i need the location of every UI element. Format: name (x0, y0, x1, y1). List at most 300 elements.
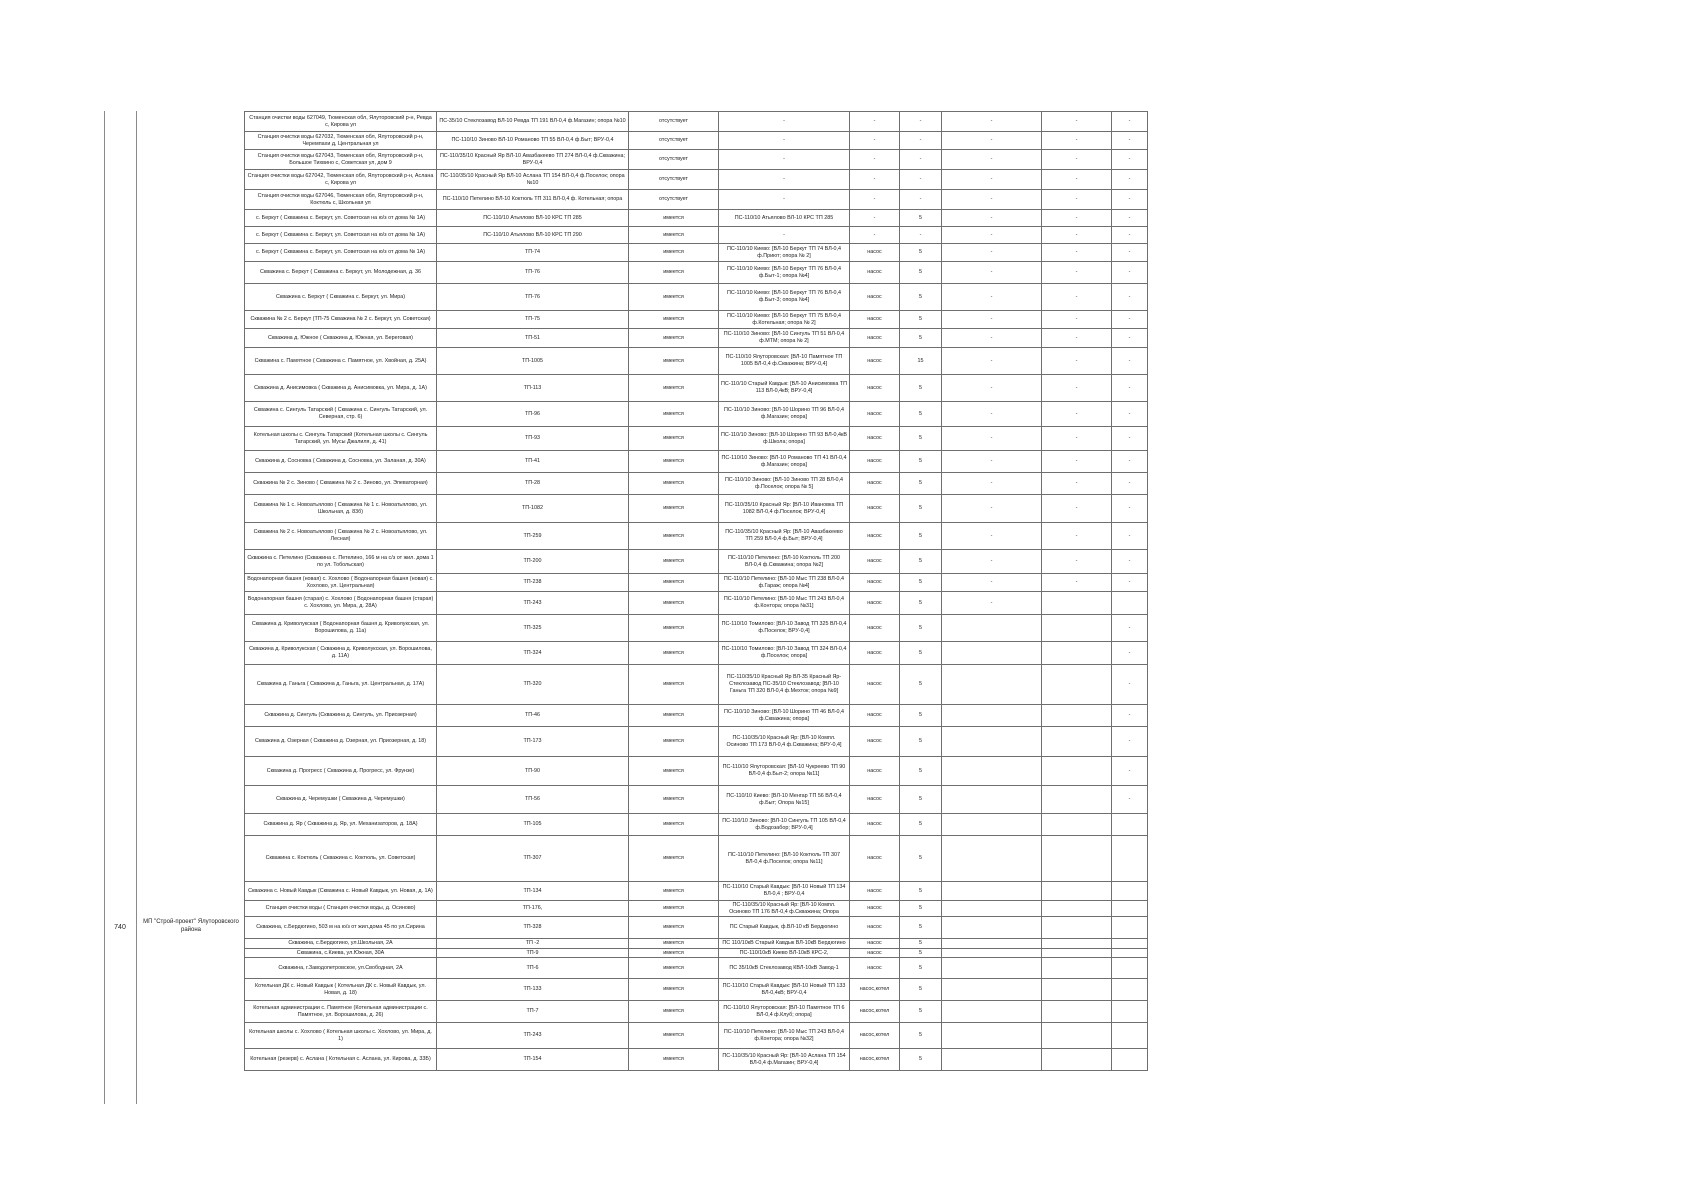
col7-cell (942, 786, 1042, 814)
object-cell: Скважина с. Беркут ( Скважина с. Беркут, ул. Молодежная, д. 36 (245, 262, 437, 284)
status-cell: имеется (629, 348, 719, 375)
status-cell: имеется (629, 402, 719, 427)
feeder-cell: ТП-113 (437, 375, 629, 402)
col8-cell: - (1042, 262, 1112, 284)
col7-cell (942, 836, 1042, 882)
power-cell: 5 (900, 244, 942, 262)
table-row (245, 132, 1148, 150)
object-cell: Скважина д. Яр ( Скважина д. Яр, ул. Механизаторов, д. 18А) (245, 814, 437, 836)
status-cell: имеется (629, 979, 719, 1001)
table-row (245, 190, 1148, 210)
col8-cell: - (1042, 190, 1112, 210)
col7-cell (942, 642, 1042, 665)
resource-cell: - (719, 150, 850, 170)
feeder-cell: ТП -2 (437, 939, 629, 949)
left-border-line (104, 111, 105, 1104)
feeder-cell: ТП-154 (437, 1049, 629, 1071)
col9-cell (1112, 592, 1148, 615)
table-row (245, 473, 1148, 495)
col8-cell (1042, 757, 1112, 786)
feeder-cell: ПС-110/35/10 Красный Яр ВЛ-10 Авазбакеево ТП 274 ВЛ-0,4 ф.Скважина; ВРУ-0,4 (437, 150, 629, 170)
feeder-cell: ТП-90 (437, 757, 629, 786)
table-row (245, 329, 1148, 348)
object-cell: Скважина № 2 с. Зиново ( Скважина № 2 с. Зиново, ул. Элеваторная) (245, 473, 437, 495)
resource-cell: ПС-110/10 Томилово: [ВЛ-10 Завод ТП 325 ВЛ-0,4 ф.Поселок; ВРУ-0,4] (719, 615, 850, 642)
resource-cell: ПС-110/10 Томилово: [ВЛ-10 Завод ТП 324 ВЛ-0,4 ф.Поселок; опора] (719, 642, 850, 665)
object-cell: Станция очистки воды 627049, Тюменская обл, Ялуторовский р-н, Ревда с, Кирова ул (245, 112, 437, 132)
col7-cell: - (942, 451, 1042, 473)
object-cell: Скважина, с.Киева, ул.Южная, 30А (245, 949, 437, 958)
table-row (245, 615, 1148, 642)
power-cell: 5 (900, 402, 942, 427)
power-cell: 5 (900, 284, 942, 311)
objects-table (244, 111, 1148, 1071)
col7-cell (942, 939, 1042, 949)
equipment-cell: насос (850, 882, 900, 901)
feeder-cell: ТП-93 (437, 427, 629, 451)
status-cell: отсутствует (629, 170, 719, 190)
status-cell: имеется (629, 244, 719, 262)
status-cell: имеется (629, 329, 719, 348)
resource-cell: - (719, 227, 850, 244)
status-cell: имеется (629, 836, 719, 882)
power-cell: - (900, 227, 942, 244)
status-cell: имеется (629, 615, 719, 642)
feeder-cell: ТП-324 (437, 642, 629, 665)
object-cell: Скважина д. Ганьга ( Скважина д. Ганьга, ул. Центральная, д. 17А) (245, 665, 437, 705)
object-cell: с. Беркут ( Скважина с. Беркут, ул. Советская на ю/з от дома № 1А) (245, 244, 437, 262)
feeder-cell: ТП-243 (437, 1023, 629, 1049)
resource-cell: ПС 110/10кВ Старый Кавдык ВЛ-10кВ Бердюгино (719, 939, 850, 949)
col8-cell: - (1042, 329, 1112, 348)
power-cell: 5 (900, 473, 942, 495)
col7-cell (942, 705, 1042, 727)
feeder-cell: ТП-133 (437, 979, 629, 1001)
status-cell: имеется (629, 311, 719, 329)
object-cell: Скважина с. Сингуль Татарский ( Скважина с. Сингуль Татарский, ул. Северная, стр. 6) (245, 402, 437, 427)
col7-cell (942, 615, 1042, 642)
resource-cell: ПС-110/10 Зиново: [ВЛ-10 Романово ТП 41 ВЛ-0,4 ф.Магазин; опора] (719, 451, 850, 473)
table-row (245, 402, 1148, 427)
object-cell: Скважина с. Беркут ( Скважина с. Беркут, ул. Мира) (245, 284, 437, 311)
col9-cell: - (1112, 473, 1148, 495)
object-cell: Скважина д. Криволукская ( Скважина д. Криволукская, ул. Ворошилова, д. 11А) (245, 642, 437, 665)
col8-cell: - (1042, 574, 1112, 592)
feeder-cell: ТП-76 (437, 262, 629, 284)
status-cell: имеется (629, 882, 719, 901)
resource-cell: ПС Старый Кавдык, ф.ВЛ-10 кВ Бердюгино (719, 917, 850, 939)
resource-cell: ПС-110/10 Петелино: [ВЛ-10 Коктюль ТП 200 ВЛ-0,4 ф.Скважина; опора №2] (719, 550, 850, 574)
col8-cell (1042, 615, 1112, 642)
number-column-line (136, 111, 137, 1104)
power-cell: 5 (900, 451, 942, 473)
col9-cell: - (1112, 615, 1148, 642)
feeder-cell: ТП-7 (437, 1001, 629, 1023)
col7-cell (942, 901, 1042, 917)
feeder-cell: ТП-320 (437, 665, 629, 705)
table-row (245, 150, 1148, 170)
power-cell: 5 (900, 311, 942, 329)
object-cell: Скважина д. Сингуль (Скважина д. Сингуль, ул. Приозерная) (245, 705, 437, 727)
resource-cell: ПС 35/10кВ Стеклозавод КВЛ-10кВ Завод-1 (719, 958, 850, 979)
equipment-cell: насос (850, 402, 900, 427)
status-cell: имеется (629, 814, 719, 836)
object-cell: Скважина, с.Бердюгино, ул.Школьная, 2А (245, 939, 437, 949)
status-cell: отсутствует (629, 112, 719, 132)
power-cell: 5 (900, 882, 942, 901)
object-cell: Станция очистки воды ( Станция очистки воды, д. Осиново) (245, 901, 437, 917)
status-cell: имеется (629, 665, 719, 705)
feeder-cell: ТП-1082 (437, 495, 629, 523)
resource-cell: ПС-110/35/10 Красный Яр: [ВЛ-10 Аслана ТП 154 ВЛ-0,4 ф.Магазин; ВРУ-0,4] (719, 1049, 850, 1071)
power-cell: 5 (900, 836, 942, 882)
col9-cell: - (1112, 262, 1148, 284)
power-cell: 5 (900, 786, 942, 814)
col9-cell: - (1112, 574, 1148, 592)
feeder-cell: ТП-46 (437, 705, 629, 727)
equipment-cell: насос (850, 665, 900, 705)
col8-cell: - (1042, 227, 1112, 244)
feeder-cell: ТП-105 (437, 814, 629, 836)
equipment-cell: насос (850, 814, 900, 836)
feeder-cell: ТП-56 (437, 786, 629, 814)
power-cell: 5 (900, 592, 942, 615)
table-row (245, 451, 1148, 473)
status-cell: отсутствует (629, 132, 719, 150)
col9-cell (1112, 917, 1148, 939)
col7-cell: - (942, 284, 1042, 311)
status-cell: имеется (629, 210, 719, 227)
col9-cell: - (1112, 329, 1148, 348)
col9-cell (1112, 814, 1148, 836)
equipment-cell: насос (850, 311, 900, 329)
col7-cell: - (942, 150, 1042, 170)
table-row (245, 949, 1148, 958)
table-row (245, 814, 1148, 836)
table-row (245, 495, 1148, 523)
row-number: 740 (114, 924, 126, 931)
status-cell: имеется (629, 1023, 719, 1049)
object-cell: Водонапорная башня (старая) с. Хохлово ( Водонапорная башня (старая) с. Хохлово, ул. Мира, д. 28А) (245, 592, 437, 615)
status-cell: имеется (629, 705, 719, 727)
equipment-cell: насос (850, 473, 900, 495)
object-cell: Котельная администрации с. Памятное (Котельная администрации с. Памятное, ул. Ворошилова, д. 26) (245, 1001, 437, 1023)
col8-cell: - (1042, 550, 1112, 574)
status-cell: имеется (629, 262, 719, 284)
table-row (245, 284, 1148, 311)
resource-cell: ПС-110/10 Ялуторовская: [ВЛ-10 Памятное ТП 6 ВЛ-0,4 ф.Клуб; опора] (719, 1001, 850, 1023)
col8-cell: - (1042, 284, 1112, 311)
col8-cell (1042, 727, 1112, 757)
table-row (245, 665, 1148, 705)
col7-cell: - (942, 550, 1042, 574)
feeder-cell: ТП-173 (437, 727, 629, 757)
col8-cell (1042, 901, 1112, 917)
object-cell: Скважина д. Черемушки ( Скважина д. Черемушки) (245, 786, 437, 814)
power-cell: 5 (900, 939, 942, 949)
resource-cell: ПС-110/10 Старый Кавдык: [ВЛ-10 Новый ТП 134 ВЛ-0,4 ; ВРУ-0,4 (719, 882, 850, 901)
col9-cell (1112, 1049, 1148, 1071)
power-cell: 5 (900, 550, 942, 574)
col9-cell: - (1112, 642, 1148, 665)
equipment-cell: насос (850, 705, 900, 727)
equipment-cell: - (850, 190, 900, 210)
col9-cell: - (1112, 348, 1148, 375)
resource-cell: ПС-110/10 Петелино: [ВЛ-10 Мыс ТП 238 ВЛ-0,4 ф.Гараж; опора №4] (719, 574, 850, 592)
col8-cell: - (1042, 150, 1112, 170)
equipment-cell: насос (850, 939, 900, 949)
equipment-cell: - (850, 227, 900, 244)
col7-cell: - (942, 170, 1042, 190)
resource-cell: ПС-110/10 Ялуторовская: [ВЛ-10 Памятное ТП 1005 ВЛ-0,4 ф.Скважина; ВРУ-0,4] (719, 348, 850, 375)
object-cell: с. Беркут ( Скважина с. Беркут, ул. Советская на ю/з от дома № 1А) (245, 227, 437, 244)
status-cell: имеется (629, 939, 719, 949)
feeder-cell: ТП-243 (437, 592, 629, 615)
col8-cell (1042, 1049, 1112, 1071)
power-cell: 5 (900, 949, 942, 958)
col7-cell: - (942, 244, 1042, 262)
col9-cell: - (1112, 132, 1148, 150)
status-cell: имеется (629, 786, 719, 814)
table-row (245, 170, 1148, 190)
col8-cell: - (1042, 495, 1112, 523)
resource-cell: - (719, 112, 850, 132)
col7-cell: - (942, 402, 1042, 427)
feeder-cell: ТП-200 (437, 550, 629, 574)
object-cell: Скважина д. Южное ( Скважина д. Южная, ул. Береговая) (245, 329, 437, 348)
object-cell: Скважина, г.Заводопетровское, ул.Свободная, 2А (245, 958, 437, 979)
table-row (245, 1023, 1148, 1049)
col7-cell (942, 979, 1042, 1001)
col9-cell: - (1112, 210, 1148, 227)
object-cell: Скважина с. Памятное ( Скважина с. Памятное, ул. Хвойная, д. 25А) (245, 348, 437, 375)
col7-cell (942, 1023, 1042, 1049)
resource-cell: ПС-110/10 Зиново: [ВЛ-10 Сингуль ТП 51 ВЛ-0,4 ф.МТМ; опора № 2] (719, 329, 850, 348)
object-cell: Скважина с. Коктюль ( Скважина с. Коктюль, ул. Советская) (245, 836, 437, 882)
power-cell: 5 (900, 523, 942, 550)
resource-cell: ПС-110/10 Зиново: [ВЛ-10 Шорино ТП 93 ВЛ-0,4кВ ф.Школа; опора] (719, 427, 850, 451)
equipment-cell: насос (850, 329, 900, 348)
col7-cell (942, 814, 1042, 836)
power-cell: - (900, 112, 942, 132)
col7-cell (942, 1049, 1042, 1071)
col9-cell: - (1112, 523, 1148, 550)
col8-cell (1042, 836, 1112, 882)
feeder-cell: ТП-307 (437, 836, 629, 882)
feeder-cell: ТП-51 (437, 329, 629, 348)
col8-cell (1042, 882, 1112, 901)
col7-cell (942, 958, 1042, 979)
col8-cell: - (1042, 375, 1112, 402)
equipment-cell: насос (850, 949, 900, 958)
status-cell: имеется (629, 1001, 719, 1023)
feeder-cell: ПС-110/10 Атьялово ВЛ-10 КРС ТП 290 (437, 227, 629, 244)
resource-cell: ПС-110/35/10 Красный Яр: [ВЛ-10 Компл. Осиново ТП 176 ВЛ-0,4 ф.Скважина; Опора (719, 901, 850, 917)
col7-cell: - (942, 132, 1042, 150)
col8-cell: - (1042, 402, 1112, 427)
col8-cell (1042, 786, 1112, 814)
power-cell: 5 (900, 495, 942, 523)
status-cell: имеется (629, 757, 719, 786)
col9-cell (1112, 1001, 1148, 1023)
equipment-cell: насос (850, 262, 900, 284)
table-row (245, 836, 1148, 882)
table-row (245, 882, 1148, 901)
equipment-cell: - (850, 210, 900, 227)
power-cell: 5 (900, 574, 942, 592)
power-cell: 5 (900, 917, 942, 939)
table-row (245, 939, 1148, 949)
col8-cell (1042, 958, 1112, 979)
organization-name: МП "Строй-проект" Ялуторовского района (143, 919, 239, 933)
status-cell: имеется (629, 473, 719, 495)
col7-cell (942, 727, 1042, 757)
object-cell: Котельная школы с. Хохлово ( Котельная школы с. Хохлово, ул. Мира, д. 1) (245, 1023, 437, 1049)
col8-cell: - (1042, 348, 1112, 375)
table-row (245, 427, 1148, 451)
power-cell: 5 (900, 665, 942, 705)
status-cell: имеется (629, 642, 719, 665)
col7-cell: - (942, 427, 1042, 451)
status-cell: имеется (629, 592, 719, 615)
resource-cell: ПС-110/10 Зиново: [ВЛ-10 Сингуль ТП 105 ВЛ-0,4 ф.Водозабор; ВРУ-0,4] (719, 814, 850, 836)
col9-cell: - (1112, 375, 1148, 402)
power-cell: 5 (900, 642, 942, 665)
object-cell: Станция очистки воды 627032, Тюменская обл, Ялуторовский р-н, Черемпахи д, Центральная ул (245, 132, 437, 150)
power-cell: - (900, 190, 942, 210)
col7-cell: - (942, 329, 1042, 348)
col9-cell: - (1112, 190, 1148, 210)
col7-cell: - (942, 592, 1042, 615)
table-row (245, 244, 1148, 262)
col7-cell (942, 665, 1042, 705)
power-cell: 5 (900, 757, 942, 786)
col8-cell: - (1042, 473, 1112, 495)
col7-cell: - (942, 262, 1042, 284)
col9-cell: - (1112, 757, 1148, 786)
object-cell: Котельная школы с. Сингуль Татарский (Котельная школы с. Сингуль Татарский, ул. Мусы Джалиля, д. 41) (245, 427, 437, 451)
power-cell: - (900, 150, 942, 170)
table-row (245, 786, 1148, 814)
col8-cell (1042, 665, 1112, 705)
power-cell: 5 (900, 727, 942, 757)
resource-cell: ПС-110/35/10 Красный Яр: [ВЛ-10 Компл. Осиново ТП 173 ВЛ-0,4 ф.Скважина; ВРУ-0,4] (719, 727, 850, 757)
col8-cell: - (1042, 244, 1112, 262)
resource-cell: ПС-110/10 Киево: [ВЛ-10 Беркут ТП 76 ВЛ-0,4 ф.Быт-1; опора №4] (719, 262, 850, 284)
col9-cell: - (1112, 227, 1148, 244)
equipment-cell: - (850, 112, 900, 132)
equipment-cell: насос (850, 786, 900, 814)
feeder-cell: ПС-110/10 Петелино ВЛ-10 Коктюль ТП 311 ВЛ-0,4 ф. Котельная; опора (437, 190, 629, 210)
power-cell: 5 (900, 705, 942, 727)
resource-cell: ПС-110/10 Старый Кавдык: [ВЛ-10 Новый ТП 133 ВЛ-0,4кВ; ВРУ-0,4 (719, 979, 850, 1001)
status-cell: имеется (629, 284, 719, 311)
col9-cell: - (1112, 402, 1148, 427)
resource-cell: ПС-110/10 Петелино: [ВЛ-10 Мыс ТП 243 ВЛ-0,4 ф.Контора; опора №32] (719, 1023, 850, 1049)
resource-cell: - (719, 170, 850, 190)
status-cell: отсутствует (629, 150, 719, 170)
col9-cell: - (1112, 311, 1148, 329)
col9-cell (1112, 836, 1148, 882)
status-cell: имеется (629, 949, 719, 958)
equipment-cell: насос (850, 574, 900, 592)
feeder-cell: ПС-35/10 Стеклозавод ВЛ-10 Ревда ТП 191 ВЛ-0,4 ф.Магазин; опора №10 (437, 112, 629, 132)
feeder-cell: ТП-41 (437, 451, 629, 473)
col8-cell (1042, 979, 1112, 1001)
col9-cell: - (1112, 550, 1148, 574)
col8-cell: - (1042, 132, 1112, 150)
status-cell: имеется (629, 451, 719, 473)
feeder-cell: ТП-9 (437, 949, 629, 958)
col7-cell: - (942, 348, 1042, 375)
feeder-cell: ПС-110/10 Зиново ВЛ-10 Романово ТП 55 ВЛ-0,4 ф.Быт; ВРУ-0,4 (437, 132, 629, 150)
status-cell: имеется (629, 958, 719, 979)
col9-cell: - (1112, 705, 1148, 727)
status-cell: отсутствует (629, 190, 719, 210)
object-cell: Скважина д. Анисимовка ( Скважина д. Анисимовка, ул. Мира, д. 1А) (245, 375, 437, 402)
col9-cell: - (1112, 665, 1148, 705)
feeder-cell: ТП-328 (437, 917, 629, 939)
resource-cell: ПС-110/10 Атьялово ВЛ-10 КРС ТП 285 (719, 210, 850, 227)
power-cell: - (900, 170, 942, 190)
equipment-cell: насос (850, 642, 900, 665)
resource-cell: ПС-110/10 Зиново: [ВЛ-10 Шорино ТП 46 ВЛ-0,4 ф.Скважина; опора] (719, 705, 850, 727)
equipment-cell: насос (850, 244, 900, 262)
power-cell: 5 (900, 958, 942, 979)
col8-cell (1042, 917, 1112, 939)
feeder-cell: ТП-75 (437, 311, 629, 329)
equipment-cell: насос (850, 451, 900, 473)
equipment-cell: насос (850, 348, 900, 375)
table-row (245, 550, 1148, 574)
equipment-cell: насос (850, 917, 900, 939)
object-cell: Скважина с. Новый Кавдык (Скважина с. Новый Кавдык, ул. Новая, д. 1А) (245, 882, 437, 901)
object-cell: Станция очистки воды 627043, Тюменская обл, Ялуторовский р-н, Большое Тихвино с, Советская ул, дом 9 (245, 150, 437, 170)
status-cell: имеется (629, 574, 719, 592)
resource-cell: ПС-110/35/10 Красный Яр: [ВЛ-10 Авазбакеево ТП 259 ВЛ-0,4 ф.Быт; ВРУ-0,4] (719, 523, 850, 550)
equipment-cell: насос (850, 375, 900, 402)
col8-cell (1042, 642, 1112, 665)
col9-cell (1112, 979, 1148, 1001)
col7-cell (942, 882, 1042, 901)
power-cell: 5 (900, 375, 942, 402)
col7-cell: - (942, 574, 1042, 592)
col9-cell (1112, 939, 1148, 949)
status-cell: имеется (629, 227, 719, 244)
power-cell: 5 (900, 814, 942, 836)
feeder-cell: ТП-6 (437, 958, 629, 979)
object-cell: с. Беркут ( Скважина с. Беркут, ул. Советская на ю/з от дома № 1А) (245, 210, 437, 227)
col8-cell: - (1042, 523, 1112, 550)
object-cell: Скважина д. Прогресс ( Скважина д. Прогресс, ул. Фрунзе) (245, 757, 437, 786)
status-cell: имеется (629, 375, 719, 402)
col9-cell (1112, 1023, 1148, 1049)
col7-cell: - (942, 523, 1042, 550)
table-row (245, 727, 1148, 757)
col9-cell (1112, 949, 1148, 958)
resource-cell: ПС-110/10 Старый Кавдык: [ВЛ-10 Анисимовка ТП 113 ВЛ-0,4кВ; ВРУ-0,4] (719, 375, 850, 402)
status-cell: имеется (629, 427, 719, 451)
resource-cell: ПС-110/35/10 Красный Яр: [ВЛ-10 Ивановка ТП 1082 ВЛ-0,4 ф.Поселок; ВРУ-0,4] (719, 495, 850, 523)
col8-cell: - (1042, 170, 1112, 190)
table-row (245, 311, 1148, 329)
equipment-cell: насос,котел (850, 1023, 900, 1049)
object-cell: Станция очистки воды 627046, Тюменская обл, Ялуторовский р-н, Коктюль с, Школьная ул (245, 190, 437, 210)
table-row (245, 901, 1148, 917)
col8-cell (1042, 1023, 1112, 1049)
resource-cell: ПС-110/10 Киево: [ВЛ-10 Беркут ТП 74 ВЛ-0,4 ф.Приют; опора № 2] (719, 244, 850, 262)
table-row (245, 592, 1148, 615)
